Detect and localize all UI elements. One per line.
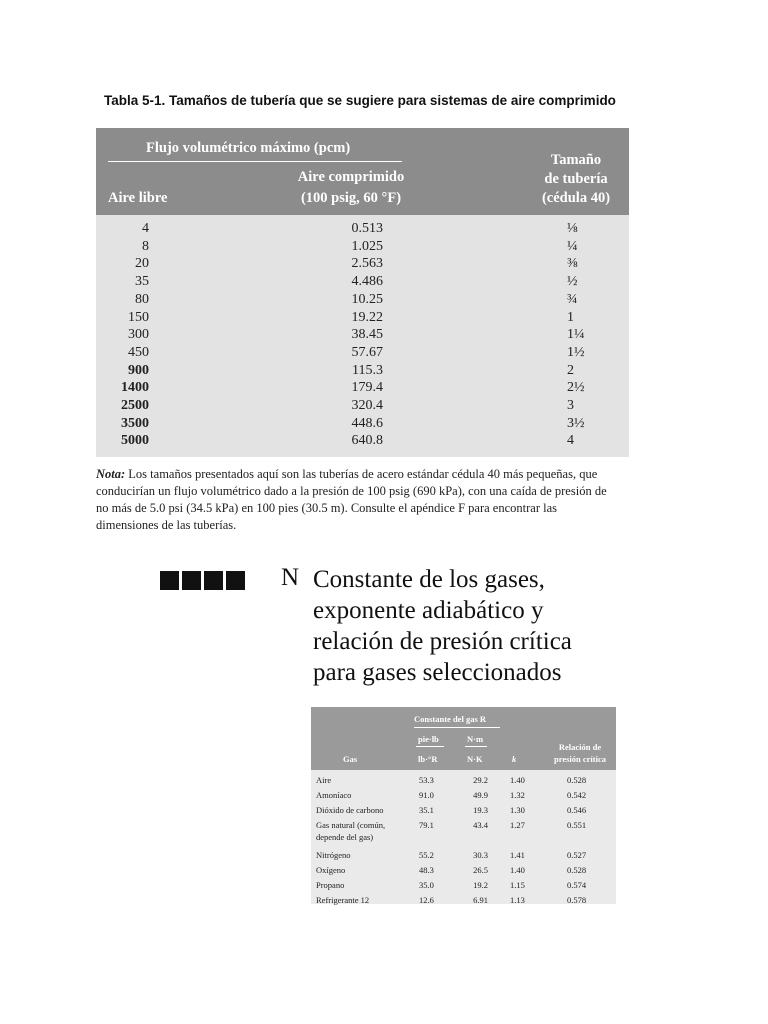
free-air-cell: 150 [128, 309, 149, 325]
free-air-cell: 20 [135, 256, 149, 272]
pipe-size-cell: 1½ [567, 344, 585, 360]
r-imperial-cell: 12.6 [419, 895, 434, 905]
r-imperial-cell: 91.0 [419, 790, 434, 800]
compressed-air-cell: 0.513 [351, 221, 383, 236]
compressed-air-cell: 19.22 [351, 309, 383, 325]
note-label: Nota: [96, 467, 126, 481]
col-compressed-air-conditions: (100 psig, 60 °F) [300, 190, 402, 206]
r-si-cell: 29.2 [473, 775, 488, 785]
pipe-size-cell: 2½ [567, 380, 585, 396]
r-imperial-cell: 48.3 [419, 865, 434, 875]
appendix-title-line: para gases seleccionados [313, 659, 562, 686]
marker-square [226, 571, 245, 590]
col-pipe-size-line2: de tubería [544, 171, 608, 187]
k-cell: 1.32 [510, 790, 525, 800]
gas-name-cell: Oxígeno [316, 865, 346, 875]
free-air-cell: 450 [128, 344, 149, 360]
appendix-letter: N [281, 564, 300, 591]
free-air-cell: 4 [142, 221, 149, 236]
free-air-cell: 1400 [121, 380, 149, 396]
r-si-cell: 43.4 [473, 820, 488, 830]
k-cell: 1.40 [510, 775, 525, 785]
ratio-cell: 0.528 [567, 775, 587, 785]
gas-name-cell: Amoníaco [316, 790, 352, 800]
pipe-size-cell: 1 [567, 309, 574, 325]
r-si-cell: 26.5 [473, 865, 488, 875]
compressed-air-cell: 179.4 [351, 380, 383, 396]
col-gas: Gas [343, 754, 358, 764]
gas-name-cell: Aire [316, 775, 332, 785]
r-si-cell: 49.9 [473, 790, 488, 800]
col-free-air: Aire libre [108, 190, 168, 206]
free-air-cell: 5000 [121, 433, 149, 449]
pipe-size-cell: ⅛ [567, 221, 578, 236]
pipe-size-cell: ¾ [567, 291, 578, 307]
pipe-size-cell: 3 [567, 398, 574, 413]
gas-name-cell: Refrigerante 12 [316, 895, 370, 905]
appendix-marker [160, 571, 245, 590]
marker-square [160, 571, 179, 590]
r-si-cell: 6.91 [473, 895, 488, 905]
pipe-size-cell: ¼ [567, 238, 578, 254]
free-air-cell: 900 [128, 362, 149, 378]
header-group-rule [414, 727, 500, 728]
free-air-cell: 2500 [121, 398, 149, 413]
appendix-title-line: relación de presión crítica [313, 628, 572, 655]
col-unit-si-bottom: N·K [467, 754, 483, 764]
pipe-size-table [96, 128, 629, 457]
unit-si-rule [465, 746, 487, 747]
compressed-air-cell: 38.45 [351, 327, 383, 343]
ratio-cell: 0.578 [567, 895, 587, 905]
header-group-rule [108, 161, 402, 162]
gas-name-cell: Dióxido de carbono [316, 805, 384, 815]
r-si-cell: 19.3 [473, 805, 488, 815]
compressed-air-cell: 4.486 [351, 274, 383, 290]
r-si-cell: 30.3 [473, 850, 488, 860]
r-imperial-cell: 35.1 [419, 805, 434, 815]
free-air-cell: 8 [142, 238, 149, 254]
compressed-air-cell: 1.025 [351, 238, 383, 254]
col-pipe-size-line1: Tamaño [550, 152, 602, 168]
compressed-air-cell: 115.3 [352, 362, 383, 378]
free-air-cell: 80 [135, 291, 149, 307]
col-unit-imperial-top: pie·lb [418, 734, 439, 744]
appendix-title [313, 564, 633, 688]
pipe-size-cell: 2 [567, 362, 574, 378]
pipe-size-cell: ⅜ [567, 256, 578, 272]
compressed-air-cell: 57.67 [351, 344, 383, 360]
table-note [96, 466, 616, 534]
ratio-cell: 0.574 [567, 880, 587, 890]
unit-imperial-rule [416, 746, 444, 747]
free-air-cell: 300 [128, 327, 149, 343]
ratio-cell: 0.546 [567, 805, 587, 815]
k-cell: 1.13 [510, 895, 525, 905]
compressed-air-cell: 640.8 [351, 433, 383, 449]
free-air-cell: 35 [135, 274, 149, 290]
pipe-size-cell: 1¼ [567, 327, 585, 343]
ratio-cell: 0.528 [567, 865, 587, 875]
pipe-size-cell: 4 [567, 433, 574, 449]
compressed-air-cell: 10.25 [351, 291, 383, 307]
col-pipe-size-line3: (cédula 40) [541, 190, 611, 206]
col-ratio-line2: presión crítica [553, 754, 606, 764]
pipe-size-cell: ½ [567, 274, 578, 290]
appendix-title-line: Constante de los gases, [313, 566, 545, 593]
compressed-air-cell: 2.563 [351, 256, 383, 272]
compressed-air-cell: 320.4 [351, 398, 383, 413]
k-cell: 1.41 [510, 850, 525, 860]
ratio-cell: 0.527 [567, 850, 587, 860]
col-unit-imperial-bottom: lb·°R [418, 754, 438, 764]
header-group-label: Flujo volumétrico máximo (pcm) [146, 140, 351, 156]
header-gas-constant-group: Constante del gas R [414, 714, 487, 724]
note-text: Los tamaños presentados aquí son las tuberías de acero estándar cédula 40 más pequeñas, que conducirían un flujo volumétrico dado a la presión de 100 psig (690 kPa), con una caída de presión de no más de 5.0 psi (34.5 kPa) en 100 pies (30.5 m). Consulte el apéndice F para encontrar las dimensiones de las tuberías. [96, 467, 607, 532]
r-si-cell: 19.2 [473, 880, 488, 890]
pipe-size-cell: 3½ [567, 415, 585, 431]
marker-square [204, 571, 223, 590]
r-imperial-cell: 35.0 [419, 880, 434, 890]
k-cell: 1.15 [510, 880, 525, 890]
k-cell: 1.30 [510, 805, 525, 815]
k-cell: 1.27 [510, 820, 525, 830]
table-caption: Tabla 5-1. Tamaños de tubería que se sugiere para sistemas de aire comprimido [104, 93, 616, 108]
gas-constants-table-header [311, 707, 616, 770]
col-compressed-air: Aire comprimido [297, 169, 405, 185]
col-unit-si-top: N·m [467, 734, 484, 744]
compressed-air-cell: 448.6 [351, 415, 383, 431]
gas-name-cell: Propano [316, 880, 345, 890]
free-air-cell: 3500 [121, 415, 149, 431]
gas-name-cell: Gas natural (común, [316, 820, 386, 830]
r-imperial-cell: 53.3 [419, 775, 434, 785]
col-k: k [512, 754, 517, 764]
marker-square [182, 571, 201, 590]
appendix-title-line: exponente adiabático y [313, 597, 544, 624]
gas-constants-table [311, 707, 616, 904]
ratio-cell: 0.551 [567, 820, 587, 830]
k-cell: 1.40 [510, 865, 525, 875]
pipe-size-table-header [96, 128, 629, 215]
col-ratio-line1: Relación de [558, 742, 602, 752]
r-imperial-cell: 55.2 [419, 850, 434, 860]
gas-name-cell-line2: depende del gas) [316, 832, 374, 842]
gas-name-cell: Nitrógeno [316, 850, 351, 860]
r-imperial-cell: 79.1 [419, 820, 434, 830]
ratio-cell: 0.542 [567, 790, 587, 800]
